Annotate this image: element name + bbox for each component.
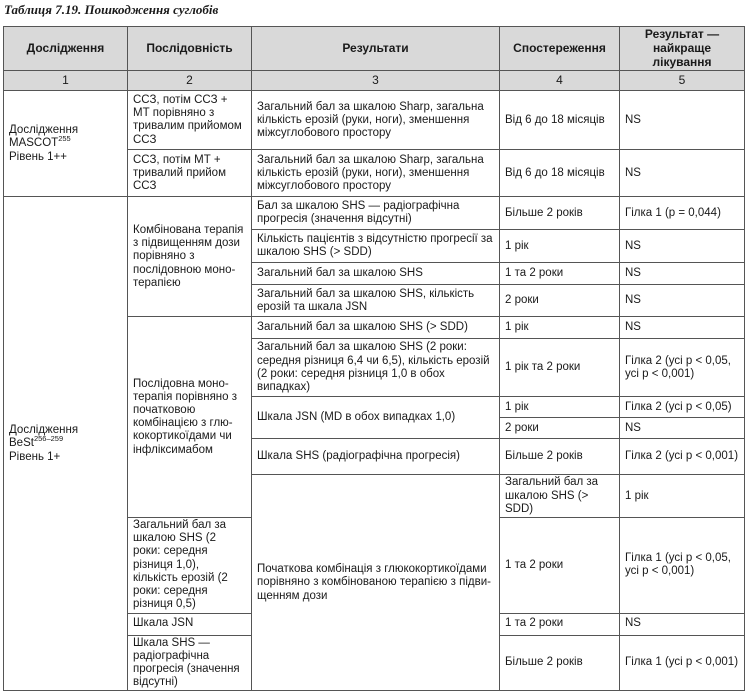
study-name: Дослідження BeSt xyxy=(9,424,79,450)
result-cell: Загальний бал за шкалою Sharp, загальна кількість ерозій (руки, ноги), зменшення міжсуглобового простору xyxy=(252,150,500,197)
best-treatment-cell: Гілка 2 (усі p < 0,05) xyxy=(620,397,745,418)
header-study: Дослідження xyxy=(4,27,128,71)
best-treatment-cell: Гілка 2 (усі p < 0,001) xyxy=(620,439,745,475)
sequence-cell: Комбінована терапія з підвищенням дози порівняно з послідовною монотерапією xyxy=(128,197,252,317)
follow-up-cell: Більше 2 років xyxy=(500,439,620,475)
column-number: 2 xyxy=(128,71,252,91)
column-number: 1 xyxy=(4,71,128,91)
follow-up-cell: 1 та 2 роки xyxy=(500,263,620,285)
result-cell: Шкала SHS — радіографічна прогресія (значення відсутні) xyxy=(128,635,252,691)
follow-up-cell: 1 та 2 роки xyxy=(500,613,620,635)
column-number: 4 xyxy=(500,71,620,91)
follow-up-cell: 1 рік xyxy=(500,317,620,339)
study-reference: 256–259 xyxy=(33,434,64,444)
follow-up-cell: 1 рік та 2 роки xyxy=(500,339,620,397)
sequence-cell: Початкова комбінація з глюкокортикоїдами порівняно з комбінованою терапією з підвищенням дози xyxy=(252,475,500,691)
follow-up-cell: 2 роки xyxy=(500,285,620,317)
best-treatment-cell: NS xyxy=(620,230,745,263)
result-cell: Кількість пацієнтів з відсутністю прогресії за шкалою SHS (> SDD) xyxy=(252,230,500,263)
result-cell: Загальний бал за шкалою SHS xyxy=(252,263,500,285)
best-treatment-cell: Гілка 1 (усі p < 0,05, усі p < 0,001) xyxy=(620,518,745,614)
result-cell: Загальний бал за шкалою SHS (> SDD) xyxy=(252,317,500,339)
header-sequence: Послідовність xyxy=(128,27,252,71)
sequence-cell: Послідовна монотерапія порівняно з початковою комбінацією з глюкокортикоїдами чи інфліксимабом xyxy=(128,317,252,518)
column-number-row xyxy=(4,71,745,91)
best-treatment-cell: Гілка 1 (p = 0,044) xyxy=(620,197,745,230)
study-mascot-cell xyxy=(4,91,128,197)
follow-up-cell: Більше 2 років xyxy=(500,635,620,691)
study-best-cell xyxy=(4,197,128,691)
best-treatment-cell: NS xyxy=(620,317,745,339)
best-treatment-cell: NS xyxy=(620,91,745,150)
header-results: Результати xyxy=(252,27,500,71)
evidence-level: Рівень 1++ xyxy=(9,150,67,163)
sequence-cell: ССЗ, потім ССЗ + МТ порівняно з тривалим прийомом ССЗ xyxy=(128,91,252,150)
result-cell: Шкала SHS (радіографічна прогресія) xyxy=(252,439,500,475)
follow-up-cell: Від 6 до 18 місяців xyxy=(500,91,620,150)
follow-up-cell: 1 рік xyxy=(500,397,620,418)
best-treatment-cell: NS xyxy=(620,150,745,197)
best-treatment-cell: NS xyxy=(620,285,745,317)
table-row xyxy=(4,91,745,150)
follow-up-cell: 1 рік xyxy=(500,230,620,263)
best-treatment-cell: Гілка 1 (усі p < 0,001) xyxy=(620,635,745,691)
follow-up-cell: Від 6 до 18 місяців xyxy=(500,150,620,197)
result-cell: Шкала JSN (MD в обох випадках 1,0) xyxy=(252,397,500,439)
result-cell: Загальний бал за шкалою Sharp, загальна кількість ерозій (руки, ноги), зменшення міжсуглобового простору xyxy=(252,91,500,150)
result-cell: Загальний бал за шкалою SHS (2 роки: середня різниця 6,4 чи 6,5), кількість ерозій (2 роки: середня різниця 1,0 в обох випадках) xyxy=(252,339,500,397)
result-cell: Загальний бал за шкалою SHS, кількість ерозій та шкала JSN xyxy=(252,285,500,317)
result-cell: Шкала JSN xyxy=(128,613,252,635)
best-treatment-cell: NS xyxy=(620,263,745,285)
header-row xyxy=(4,27,745,71)
best-treatment-cell: NS xyxy=(620,613,745,635)
evidence-level: Рівень 1+ xyxy=(9,450,61,463)
study-reference: 255 xyxy=(58,134,71,144)
follow-up-cell: 1 рік xyxy=(620,475,745,518)
best-treatment-cell: NS xyxy=(620,418,745,439)
header-follow-up: Спостереження xyxy=(500,27,620,71)
result-cell: Загальний бал за шкалою SHS (2 роки: середня різниця 1,0), кількість ерозій (2 роки: середня різниця 0,5) xyxy=(128,518,252,614)
follow-up-cell: 2 роки xyxy=(500,418,620,439)
result-cell: Загальний бал за шкалою SHS (> SDD) xyxy=(500,475,620,518)
table-caption: Таблиця 7.19. Пошкодження суглобів xyxy=(4,2,219,17)
study-name: Дослідження MASCOT xyxy=(9,124,79,150)
column-number: 5 xyxy=(620,71,745,91)
follow-up-cell: Більше 2 років xyxy=(500,197,620,230)
best-treatment-cell: Гілка 2 (усі p < 0,05, усі p < 0,001) xyxy=(620,339,745,397)
column-number: 3 xyxy=(252,71,500,91)
header-best-treatment: Результат — найкраще лікування xyxy=(620,27,745,71)
joint-damage-table xyxy=(3,26,745,691)
sequence-cell: ССЗ, потім МТ + тривалий прийом ССЗ xyxy=(128,150,252,197)
follow-up-cell: 1 та 2 роки xyxy=(500,518,620,614)
table-row xyxy=(4,197,745,230)
result-cell: Бал за шкалою SHS — радіографічна прогресія (значення відсутні) xyxy=(252,197,500,230)
